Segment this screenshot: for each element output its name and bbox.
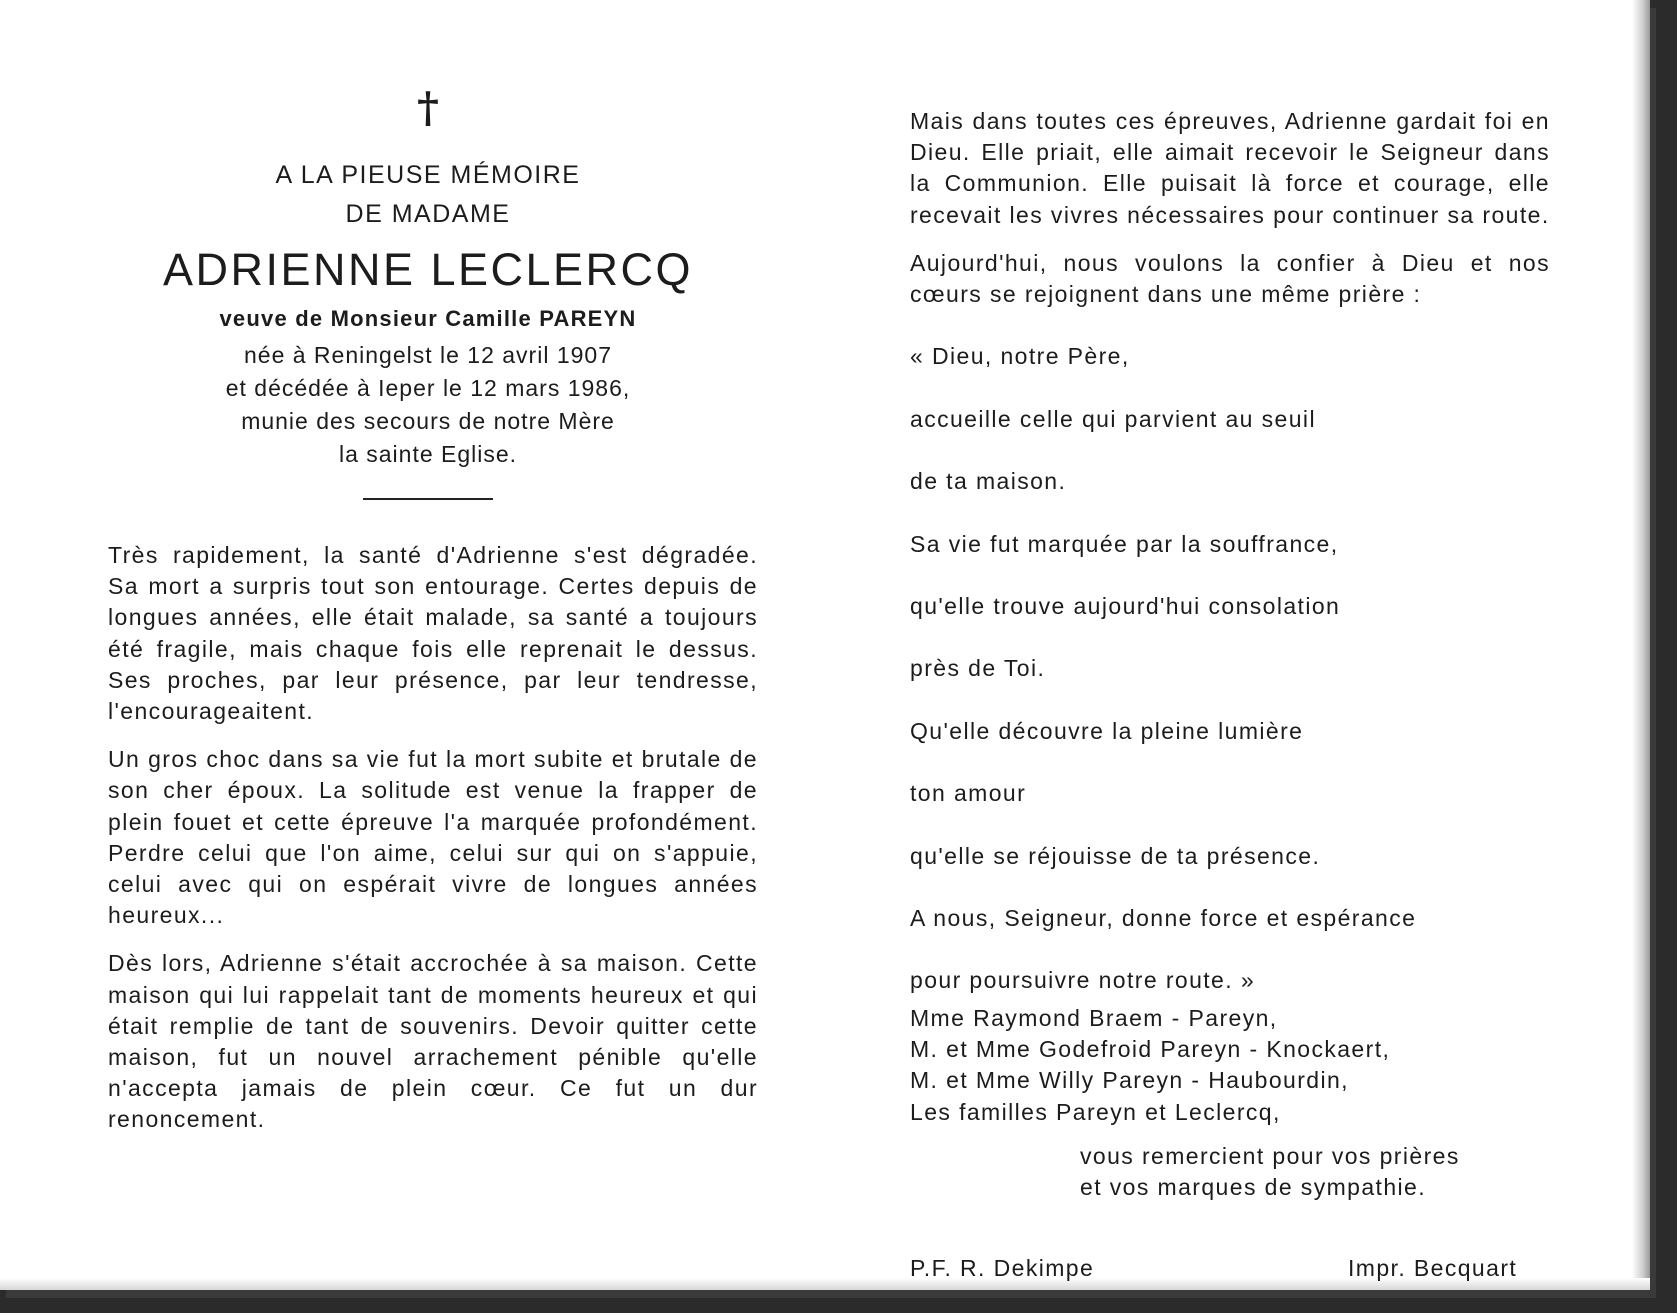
divider bbox=[363, 498, 493, 500]
cross-icon: † bbox=[417, 83, 439, 132]
paragraph-prayer-intro: Aujourd'hui, nous voulons la confier à Dieu et nos cœurs se rejoignent dans une même prière : bbox=[910, 249, 1550, 308]
paragraph-husband: Un gros choc dans sa vie fut la mort subite et brutale de son cher époux. La solitude est venue la frapper de plein fouet et cette épreuve l'a marquée profondément. Perdre celui que l'on aime, celui sur qui on s'appuie, celui avec qui on espérait vivre de longues années heureux... bbox=[108, 746, 758, 929]
paragraph-house: Dès lors, Adrienne s'était accrochée à sa maison. Cette maison qui lui rappelait tant de moments heureux et qui était remplie de tant de souvenirs. Devoir quitter cette maison, fut un nouvel arrachement pénible qu'elle n'accepta jamais de plein cœur. Ce fut un dur renoncement. bbox=[108, 950, 758, 1133]
death-line: et décédée à Ieper le 12 mars 1986, bbox=[225, 375, 631, 401]
sacraments-line-1: munie des secours de notre Mère bbox=[241, 408, 615, 434]
thanks-line: vous remercient pour vos prières bbox=[1080, 1143, 1460, 1169]
family-line: M. et Mme Willy Pareyn - Haubourdin, bbox=[910, 1067, 1349, 1094]
paragraph-health: Très rapidement, la santé d'Adrienne s'est dégradée. Sa mort a surpris tout son entourage. Certes depuis de longues années, elle était malade, sa santé a toujours été fragile, mais chaque fois elle reprenait le dessus. Ses proches, par leur présence, par leur tendresse, l'encourageaitent. bbox=[108, 542, 758, 725]
prayer-line: près de Toi. bbox=[910, 655, 1046, 682]
memory-line-1: A LA PIEUSE MÉMOIRE bbox=[275, 161, 581, 189]
thanks bbox=[1080, 1141, 1550, 1203]
paragraph-faith: Mais dans toutes ces épreuves, Adrienne gardait foi en Dieu. Elle priait, elle aimait recevoir le Seigneur dans la Communion. Elle puisait là force et courage, elle recevait les vivres nécessaires pour continuer sa route. bbox=[910, 108, 1550, 228]
printer: Impr. Becquart bbox=[1348, 1255, 1518, 1281]
prayer-line: A nous, Seigneur, donne force et espérance bbox=[910, 905, 1417, 932]
card-edge-shadow bbox=[1632, 0, 1650, 1290]
thanks-line: et vos marques de sympathie. bbox=[1080, 1174, 1427, 1201]
memory-line-2: DE MADAME bbox=[345, 200, 511, 228]
right-column bbox=[910, 106, 1550, 1028]
family-line: Les familles Pareyn et Leclercq, bbox=[910, 1098, 1281, 1125]
prayer-line: pour poursuivre notre route. » bbox=[910, 967, 1256, 994]
birth-line: née à Reningelst le 12 avril 1907 bbox=[243, 342, 612, 368]
prayer-line: accueille celle qui parvient au seuil bbox=[910, 405, 1316, 432]
prayer-line: Qu'elle découvre la pleine lumière bbox=[910, 717, 1304, 744]
prayer-line: de ta maison. bbox=[910, 468, 1067, 495]
prayer bbox=[910, 310, 1550, 1028]
sacraments-line-2: la sainte Eglise. bbox=[338, 441, 518, 467]
prayer-line: « Dieu, notre Père, bbox=[910, 343, 1130, 370]
deceased-name: ADRIENNE LECLERCQ bbox=[162, 244, 694, 295]
family-line: M. et Mme Godefroid Pareyn - Knockaert, bbox=[910, 1036, 1391, 1063]
left-column bbox=[108, 78, 758, 1153]
prayer-line: ton amour bbox=[910, 780, 1027, 807]
family-line: Mme Raymond Braem - Pareyn, bbox=[910, 1005, 1278, 1031]
family-list bbox=[910, 1003, 1550, 1128]
prayer-line: Sa vie fut marquée par la souffrance, bbox=[910, 530, 1339, 557]
card-header bbox=[108, 78, 748, 500]
widow-of: veuve de Monsieur Camille PAREYN bbox=[219, 306, 637, 331]
prayer-line: qu'elle se réjouisse de ta présence. bbox=[910, 842, 1321, 869]
prayer-line: qu'elle trouve aujourd'hui consolation bbox=[910, 593, 1341, 620]
funeral-home: P.F. R. Dekimpe bbox=[910, 1255, 1095, 1281]
